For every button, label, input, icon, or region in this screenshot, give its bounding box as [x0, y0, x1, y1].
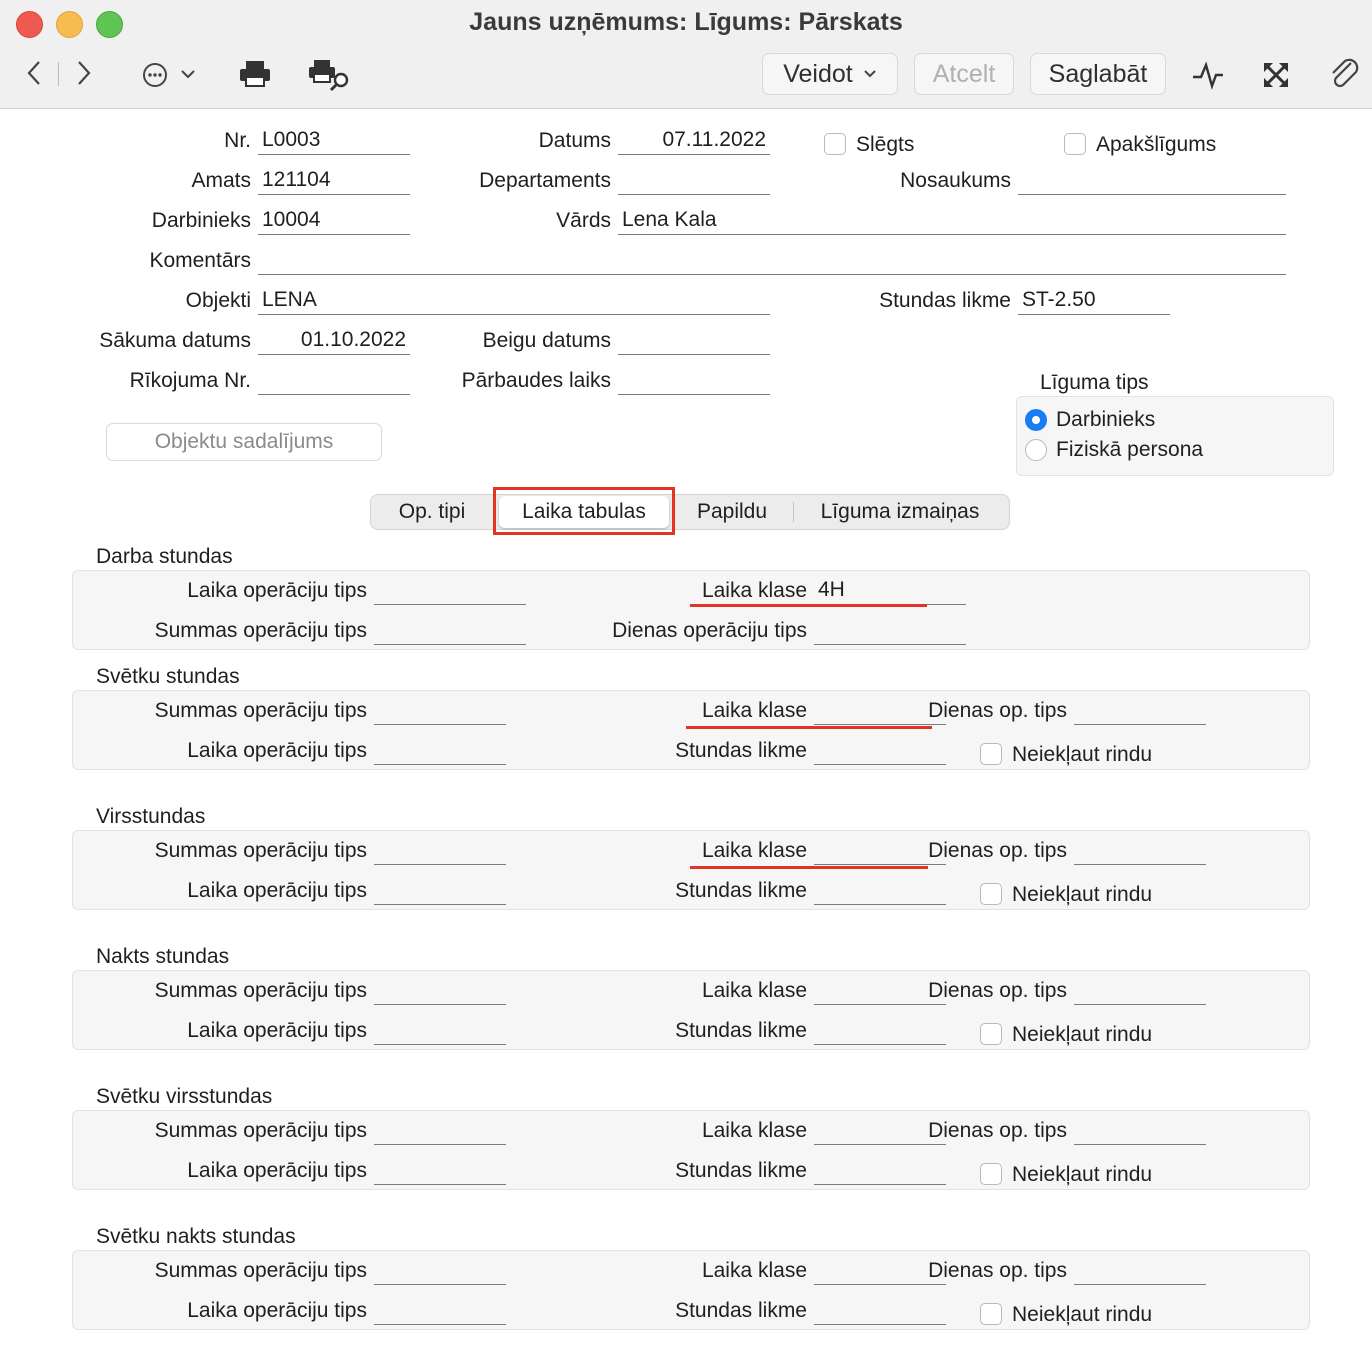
section-title-holiday-night-hours: Svētku nakts stundas: [96, 1225, 296, 1248]
time-class-underline-highlight: [690, 866, 928, 869]
holiday-overtime-day-op-label: Dienas op. tips: [928, 1119, 1067, 1142]
employee-field[interactable]: 10004: [258, 207, 410, 235]
holiday-night-hours-day-op-label: Dienas op. tips: [928, 1259, 1067, 1282]
holiday-night-hours-time-op-label: Laika operāciju tips: [187, 1299, 367, 1322]
holiday-night-hours-rate-label: Stundas likme: [675, 1299, 807, 1322]
probation-field[interactable]: [618, 367, 770, 395]
holiday-overtime-exclude-label: Neiekļaut rindu: [1012, 1163, 1153, 1186]
end-date-field[interactable]: [618, 327, 770, 355]
work-sum-op-field[interactable]: [374, 617, 526, 645]
tab-additional[interactable]: Papildu: [696, 500, 768, 523]
holiday-hours-time-op-label: Laika operāciju tips: [187, 739, 367, 762]
holiday-night-hours-sum-op-field[interactable]: [374, 1257, 506, 1285]
holiday-hours-time-class-label: Laika klase: [701, 699, 807, 722]
print-icon[interactable]: [236, 58, 274, 90]
end-date-label: Beigu datums: [482, 329, 611, 352]
window-toolbar: [0, 0, 1372, 109]
section-title-overtime: Virsstundas: [96, 805, 206, 828]
objects-label: Objekti: [185, 289, 251, 312]
holiday-overtime-time-class-label: Laika klase: [701, 1119, 807, 1142]
night-hours-day-op-label: Dienas op. tips: [928, 979, 1067, 1002]
name-field[interactable]: [1018, 167, 1286, 195]
holiday-hours-rate-field[interactable]: [814, 737, 946, 765]
start-date-label: Sākuma datums: [99, 329, 251, 352]
position-label: Amats: [191, 169, 251, 192]
name-label: Nosaukums: [900, 169, 1011, 192]
attachment-icon[interactable]: [1326, 56, 1362, 94]
night-hours-sum-op-field[interactable]: [374, 977, 506, 1005]
overtime-time-class-label: Laika klase: [701, 839, 807, 862]
overtime-rate-field[interactable]: [814, 877, 946, 905]
overtime-rate-label: Stundas likme: [675, 879, 807, 902]
holiday-night-hours-time-op-field[interactable]: [374, 1297, 506, 1325]
holiday-overtime-sum-op-label: Summas operāciju tips: [154, 1119, 367, 1142]
date-field[interactable]: 07.11.2022: [618, 127, 770, 155]
overtime-exclude-checkbox[interactable]: [980, 883, 1002, 905]
create-menu-button[interactable]: [762, 53, 898, 95]
overtime-day-op-label: Dienas op. tips: [928, 839, 1067, 862]
expand-icon[interactable]: [1258, 58, 1294, 92]
tab-divider: [793, 502, 794, 522]
window-title: Jauns uzņēmums: Līgums: Pārskats: [469, 8, 903, 36]
order-nr-label: Rīkojuma Nr.: [129, 369, 251, 392]
tab-op-types[interactable]: Op. tipi: [398, 500, 466, 523]
chevron-down-icon: [863, 69, 877, 79]
start-date-field[interactable]: 01.10.2022: [258, 327, 410, 355]
work-day-op-label: Dienas operāciju tips: [612, 619, 807, 642]
nr-label: Nr.: [224, 129, 251, 152]
section-title-holiday-hours: Svētku stundas: [96, 665, 240, 688]
date-label: Datums: [538, 129, 611, 152]
save-button[interactable]: Saglabāt: [1030, 53, 1166, 95]
night-hours-day-op-field[interactable]: [1074, 977, 1206, 1005]
holiday-night-hours-sum-op-label: Summas operāciju tips: [154, 1259, 367, 1282]
holiday-hours-time-op-field[interactable]: [374, 737, 506, 765]
time-class-underline-highlight: [690, 604, 927, 607]
cancel-button[interactable]: Atcelt: [914, 53, 1014, 95]
section-title-holiday-overtime: Svētku virsstundas: [96, 1085, 273, 1108]
night-hours-time-class-label: Laika klase: [701, 979, 807, 1002]
overtime-day-op-field[interactable]: [1074, 837, 1206, 865]
holiday-night-hours-exclude-checkbox[interactable]: [980, 1303, 1002, 1325]
night-hours-rate-field[interactable]: [814, 1017, 946, 1045]
night-hours-time-op-label: Laika operāciju tips: [187, 1019, 367, 1042]
object-split-button[interactable]: Objektu sadalījums: [106, 423, 382, 461]
radio-employee-label: Darbinieks: [1056, 408, 1156, 431]
print-preview-icon[interactable]: [306, 58, 354, 92]
objects-field[interactable]: LENA: [258, 287, 770, 315]
work-time-op-label: Laika operāciju tips: [187, 579, 367, 602]
radio-natural-person-label: Fiziskā persona: [1056, 438, 1204, 461]
holiday-hours-rate-label: Stundas likme: [675, 739, 807, 762]
holiday-overtime-rate-label: Stundas likme: [675, 1159, 807, 1182]
holiday-night-hours-time-class-label: Laika klase: [701, 1259, 807, 1282]
person-name-label: Vārds: [556, 209, 611, 232]
holiday-hours-day-op-field[interactable]: [1074, 697, 1206, 725]
more-actions-icon[interactable]: [140, 60, 202, 90]
nr-field[interactable]: L0003: [258, 127, 410, 155]
radio-employee[interactable]: [1025, 409, 1047, 431]
back-icon[interactable]: [20, 58, 48, 88]
holiday-overtime-exclude-checkbox[interactable]: [980, 1163, 1002, 1185]
holiday-overtime-time-op-label: Laika operāciju tips: [187, 1159, 367, 1182]
overtime-sum-op-label: Summas operāciju tips: [154, 839, 367, 862]
employee-label: Darbinieks: [151, 209, 251, 232]
section-title-work-hours: Darba stundas: [96, 545, 233, 568]
department-field[interactable]: [618, 167, 770, 195]
active-tab-highlight: [493, 487, 675, 535]
work-day-op-field[interactable]: [814, 617, 966, 645]
create-label: Veidot: [783, 59, 853, 88]
holiday-hours-day-op-label: Dienas op. tips: [928, 699, 1067, 722]
holiday-hours-sum-op-field[interactable]: [374, 697, 506, 725]
holiday-hours-sum-op-label: Summas operāciju tips: [154, 699, 367, 722]
holiday-overtime-rate-field[interactable]: [814, 1157, 946, 1185]
probation-label: Pārbaudes laiks: [461, 369, 611, 392]
overtime-sum-op-field[interactable]: [374, 837, 506, 865]
time-class-underline-highlight: [686, 726, 932, 729]
holiday-overtime-sum-op-field[interactable]: [374, 1117, 506, 1145]
person-name-field[interactable]: Lena Kala: [618, 207, 1286, 235]
hourly-rate-field[interactable]: ST-2.50: [1018, 287, 1170, 315]
subcontract-checkbox[interactable]: [1064, 133, 1086, 155]
contract-type-label: Līguma tips: [1040, 371, 1149, 394]
overtime-exclude-label: Neiekļaut rindu: [1012, 883, 1153, 906]
hourly-rate-label: Stundas likme: [879, 289, 1011, 312]
night-hours-rate-label: Stundas likme: [675, 1019, 807, 1042]
closed-label: Slēgts: [856, 133, 915, 156]
forward-icon[interactable]: [70, 58, 98, 88]
night-hours-sum-op-label: Summas operāciju tips: [154, 979, 367, 1002]
activity-icon[interactable]: [1190, 58, 1226, 92]
nav-divider: [58, 62, 59, 86]
tab-time-tables[interactable]: Laika tabulas: [522, 500, 646, 523]
night-hours-time-op-field[interactable]: [374, 1017, 506, 1045]
work-time-class-field[interactable]: 4H: [814, 577, 966, 605]
holiday-night-hours-exclude-label: Neiekļaut rindu: [1012, 1303, 1153, 1326]
comment-label: Komentārs: [149, 249, 251, 272]
holiday-hours-exclude-label: Neiekļaut rindu: [1012, 743, 1153, 766]
position-field[interactable]: 121104: [258, 167, 410, 195]
overtime-time-op-field[interactable]: [374, 877, 506, 905]
holiday-night-hours-rate-field[interactable]: [814, 1297, 946, 1325]
holiday-overtime-day-op-field[interactable]: [1074, 1117, 1206, 1145]
work-time-op-field[interactable]: [374, 577, 526, 605]
overtime-time-op-label: Laika operāciju tips: [187, 879, 367, 902]
night-hours-exclude-checkbox[interactable]: [980, 1023, 1002, 1045]
tab-contract-changes[interactable]: Līguma izmaiņas: [820, 500, 980, 523]
comment-field[interactable]: [258, 247, 1286, 275]
department-label: Departaments: [479, 169, 611, 192]
work-time-class-label: Laika klase: [701, 579, 807, 602]
night-hours-exclude-label: Neiekļaut rindu: [1012, 1023, 1153, 1046]
holiday-overtime-time-op-field[interactable]: [374, 1157, 506, 1185]
radio-natural-person[interactable]: [1025, 439, 1047, 461]
holiday-night-hours-day-op-field[interactable]: [1074, 1257, 1206, 1285]
work-sum-op-label: Summas operāciju tips: [154, 619, 367, 642]
order-nr-field[interactable]: [258, 367, 410, 395]
section-title-night-hours: Nakts stundas: [96, 945, 230, 968]
closed-checkbox[interactable]: [824, 133, 846, 155]
subcontract-label: Apakšlīgums: [1096, 133, 1217, 156]
holiday-hours-exclude-checkbox[interactable]: [980, 743, 1002, 765]
